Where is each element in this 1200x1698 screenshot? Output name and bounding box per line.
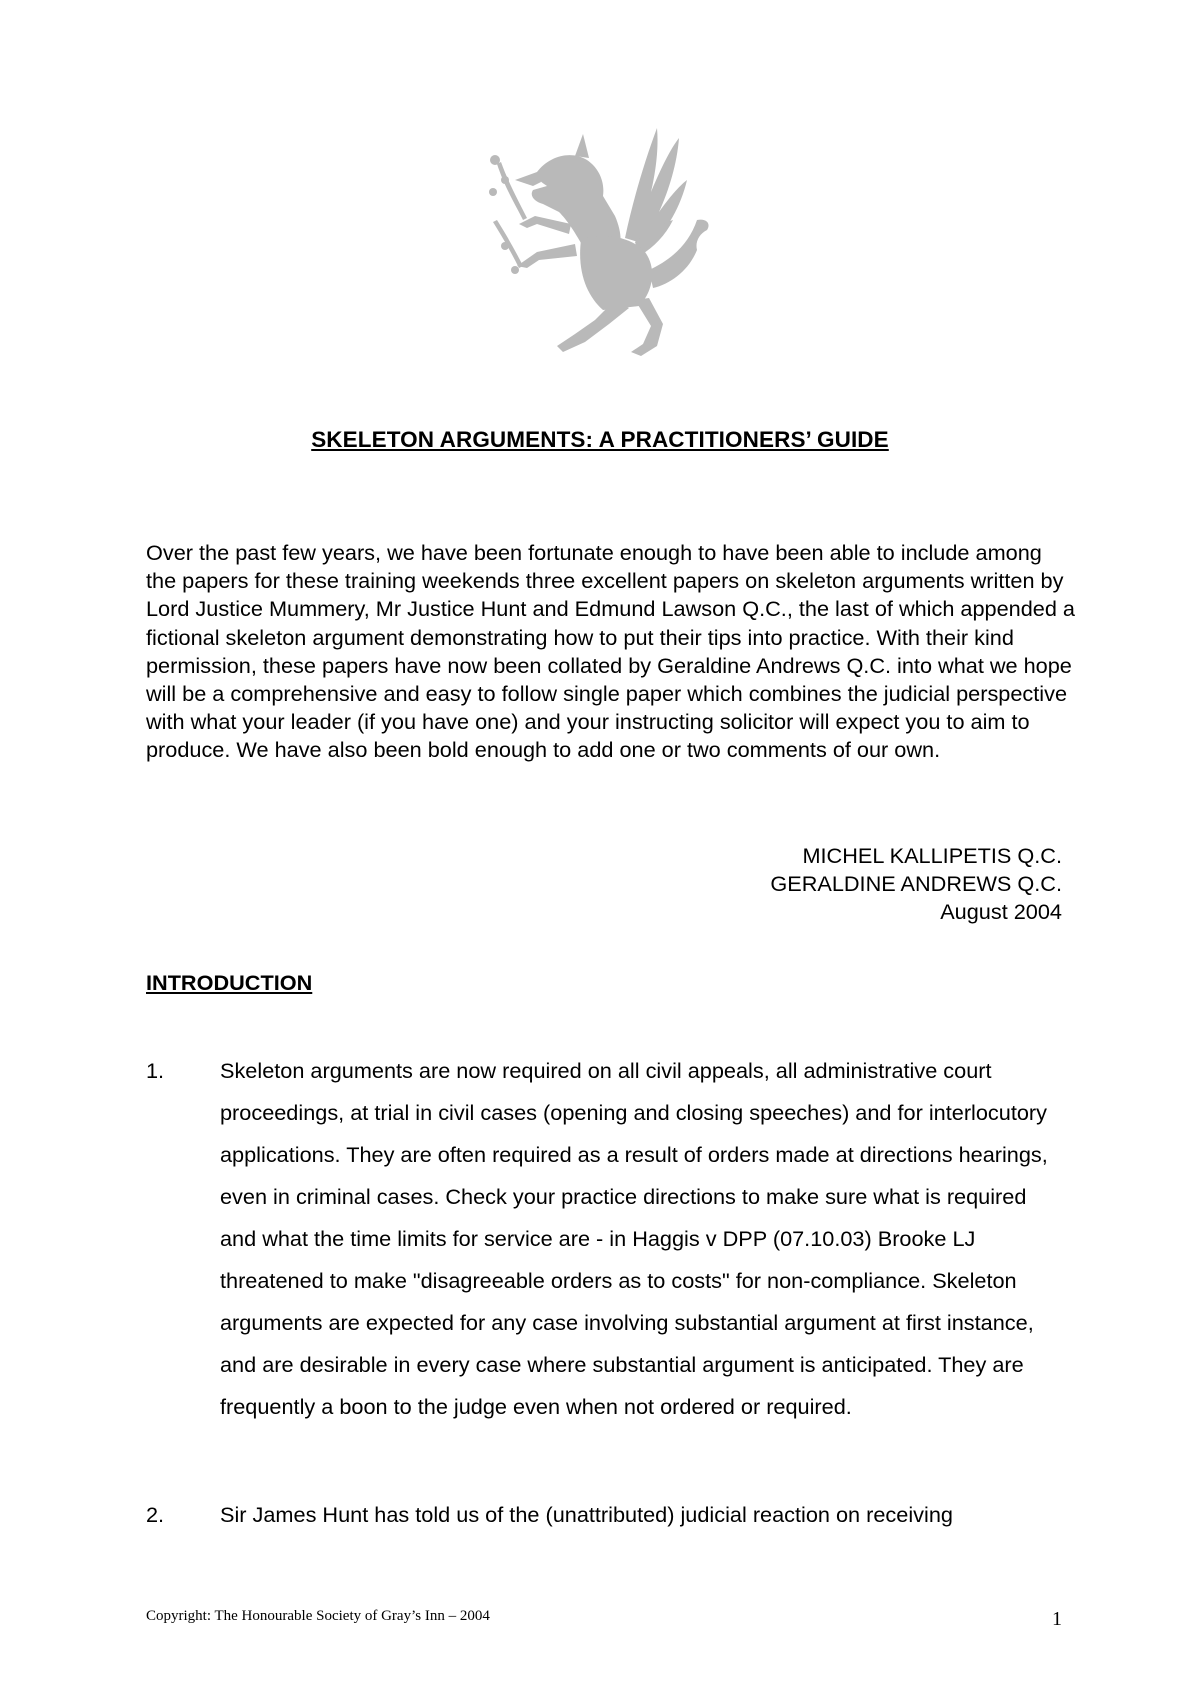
griffin-crest-icon xyxy=(475,120,715,365)
signature-block xyxy=(770,842,1062,927)
document-title: SKELETON ARGUMENTS: A PRACTITIONERS’ GUIDE xyxy=(311,427,889,452)
paragraph-number: 2. xyxy=(146,1502,165,1527)
footer-copyright: Copyright: The Honourable Society of Gray’s Inn – 2004 xyxy=(146,1608,490,1624)
numbered-paragraph-2 xyxy=(146,1494,1066,1536)
paragraph-text: Skeleton arguments are now required on all civil appeals, all administrative court proceedings, at trial in civil cases (opening and closing speeches) and for interlocutory applications. They are often required as a result of orders made at directions hearings, even in criminal cases. Check your practice directions to make sure what is required and what the time limits for service are - in Haggis v DPP (07.10.03) Brooke LJ threatened to make "disagreeable orders as to costs" for non-compliance. Skeleton arguments are expected for any case involving substantial argument at first instance, and are desirable in every case where substantial argument is anticipated. They are frequently a boon to the judge even when not ordered or required. xyxy=(220,1058,1048,1419)
intro-paragraph: Over the past few years, we have been fortunate enough to have been able to include among the papers for these training weekends three excellent papers on skeleton arguments written by Lord Justice Mummery, Mr Justice Hunt and Edmund Lawson Q.C., the last of which appended a fictional skeleton argument demonstrating how to put their tips into practice. With their kind permission, these papers have now been collated by Geraldine Andrews Q.C. into what we hope will be a comprehensive and easy to follow single paper which combines the judicial perspective with what your leader (if you have one) and your instructing solicitor will expect you to aim to produce. We have also been bold enough to add one or two comments of our own. xyxy=(146,540,1075,763)
page-number: 1 xyxy=(1052,1608,1062,1630)
numbered-paragraph-1 xyxy=(146,1050,1066,1428)
section-heading-introduction: INTRODUCTION xyxy=(146,970,313,995)
paragraph-number: 1. xyxy=(146,1058,165,1083)
signatory-2: GERALDINE ANDREWS Q.C. xyxy=(770,871,1062,897)
signature-date: August 2004 xyxy=(940,899,1062,925)
paragraph-text: Sir James Hunt has told us of the (unattributed) judicial reaction on receiving xyxy=(220,1502,953,1527)
signatory-1: MICHEL KALLIPETIS Q.C. xyxy=(802,843,1062,868)
